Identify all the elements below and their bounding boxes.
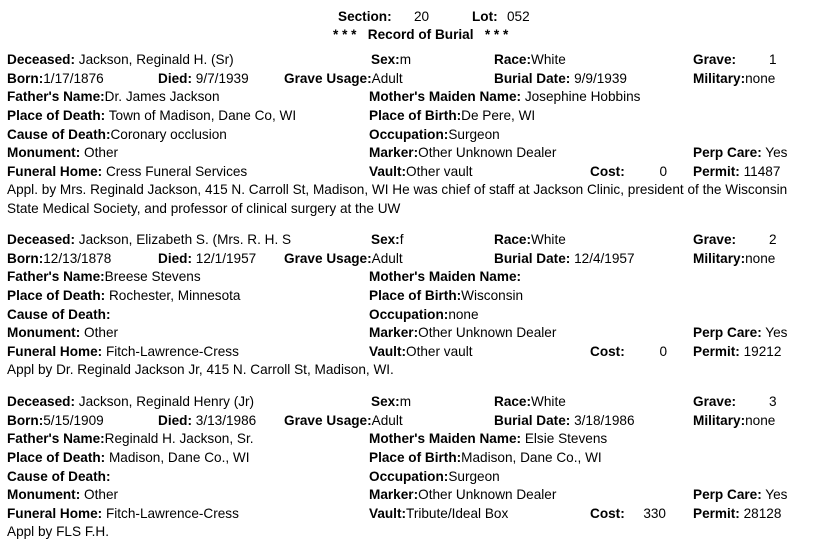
place-of-birth-value: Madison, Dane Co., WI [461,450,602,466]
cost-label: Cost: [590,506,625,522]
cost-value: 330 [643,506,666,522]
grave-usage-label: Grave Usage: [284,250,372,266]
died-label: Died: [158,70,192,86]
application-note: Appl by FLS F.H. [7,523,109,539]
record-header [0,7,820,43]
lot-value: 052 [507,9,530,24]
place-of-birth-value: De Pere, WI [461,108,536,124]
born-label: Born: [7,70,44,86]
place-of-death-value: Madison, Dane Co., WI [108,450,250,466]
died-value: 9/7/1939 [195,70,249,86]
monument-value: Other [84,325,119,341]
occupation-label: Occupation: [369,306,449,322]
deceased-label: Deceased: [7,394,76,409]
section-value: 20 [414,9,430,24]
funeral-home-label: Funeral Home: [7,344,103,360]
cause-of-death-label: Cause of Death: [7,126,111,142]
vault-value: Tribute/Ideal Box [406,506,509,522]
mother-value: Josephine Hobbins [524,89,641,105]
cost-value: 0 [659,344,667,360]
sex-value: f [399,232,404,247]
perp-care-label: Perp Care: [693,325,762,341]
mother-label: Mother's Maiden Name: [369,269,522,285]
burial-record [7,230,813,380]
sex-value: m [399,394,412,409]
occupation-value: Surgeon [448,126,500,142]
mother-label: Mother's Maiden Name: [369,89,522,105]
father-value: Dr. James Jackson [104,89,220,105]
marker-value: Other Unknown Dealer [418,325,557,341]
died-value: 12/1/1957 [195,250,257,266]
burial-date-label: Burial Date: [494,412,571,428]
grave-value: 3 [769,394,777,409]
cause-of-death-label: Cause of Death: [7,468,111,484]
permit-label: Permit: [693,506,740,522]
born-value: 1/17/1876 [43,70,104,86]
grave-usage-label: Grave Usage: [284,412,372,428]
marker-value: Other Unknown Dealer [418,487,557,503]
vault-label: Vault: [369,164,407,180]
funeral-home-value: Fitch-Lawrence-Cress [105,506,239,522]
place-of-death-label: Place of Death: [7,288,106,304]
lot-label: Lot: [472,9,498,24]
grave-usage-label: Grave Usage: [284,70,372,86]
place-of-birth-label: Place of Birth: [369,450,462,466]
monument-value: Other [84,145,119,161]
funeral-home-label: Funeral Home: [7,164,103,180]
race-value: White [531,52,566,67]
cost-value: 0 [659,164,667,180]
place-of-birth-label: Place of Birth: [369,288,462,304]
race-value: White [531,232,566,247]
cause-of-death-value: Coronary occlusion [110,126,227,142]
military-value: none [745,70,776,86]
father-label: Father's Name: [7,431,105,447]
funeral-home-value: Cress Funeral Services [105,164,248,180]
sex-value: m [399,52,412,67]
monument-value: Other [84,487,119,503]
father-value: Reginald H. Jackson, Sr. [104,431,254,447]
burial-date-value: 9/9/1939 [574,70,627,86]
permit-value: 28128 [743,506,782,522]
monument-label: Monument: [7,487,81,503]
permit-label: Permit: [693,344,740,360]
father-label: Father's Name: [7,269,105,285]
place-of-death-value: Rochester, Minnesota [108,288,241,304]
deceased-label: Deceased: [7,52,76,67]
occupation-value: Surgeon [448,468,500,484]
burial-date-value: 12/4/1957 [574,250,635,266]
sex-label: Sex: [371,232,400,247]
died-label: Died: [158,412,192,428]
perp-care-label: Perp Care: [693,145,762,161]
born-value: 5/15/1909 [43,412,104,428]
permit-value: 11487 [743,164,781,180]
perp-care-label: Perp Care: [693,487,762,503]
application-note: Appl. by Mrs. Reginald Jackson, 415 N. Carroll St, Madison, WI He was chief of staff at Jackson Clinic, president of the Wisconsin State Medical Society, and professor of clinical surgery at the UW [7,181,788,216]
application-note: Appl by Dr. Reginald Jackson Jr, 415 N. Carroll St, Madison, WI. [7,361,394,377]
burial-record [7,50,813,218]
marker-label: Marker: [369,145,419,161]
sex-label: Sex: [371,52,400,67]
sex-label: Sex: [371,394,400,409]
grave-value: 2 [769,232,777,247]
deceased-value: Jackson, Elizabeth S. (Mrs. R. H. S [78,232,292,247]
perp-care-value: Yes [765,145,788,161]
permit-value: 19212 [743,344,782,360]
grave-value: 1 [769,52,777,67]
burial-date-label: Burial Date: [494,250,571,266]
grave-usage-value: Adult [371,70,403,86]
funeral-home-label: Funeral Home: [7,506,103,522]
deceased-value: Jackson, Reginald Henry (Jr) [78,394,255,409]
cost-label: Cost: [590,164,625,180]
place-of-death-value: Town of Madison, Dane Co, WI [108,108,297,124]
father-label: Father's Name: [7,89,105,105]
vault-label: Vault: [369,344,407,360]
section-label: Section: [338,9,392,24]
perp-care-value: Yes [765,325,788,341]
died-value: 3/13/1986 [195,412,257,428]
born-label: Born: [7,412,44,428]
grave-label: Grave: [693,52,737,67]
mother-value: Elsie Stevens [524,431,608,447]
vault-label: Vault: [369,506,407,522]
occupation-label: Occupation: [369,468,449,484]
deceased-value: Jackson, Reginald H. (Sr) [78,52,234,67]
military-value: none [745,412,776,428]
cost-label: Cost: [590,344,625,360]
vault-value: Other vault [406,344,473,360]
military-label: Military: [693,70,746,86]
permit-label: Permit: [693,164,740,180]
race-value: White [531,394,566,409]
place-of-birth-label: Place of Birth: [369,108,462,124]
burial-record [7,392,813,542]
grave-label: Grave: [693,232,737,247]
marker-label: Marker: [369,487,419,503]
record-of-burial-title: * * * Record of Burial * * * [333,27,509,42]
burial-date-value: 3/18/1986 [574,412,635,428]
vault-value: Other vault [406,164,473,180]
deceased-label: Deceased: [7,232,76,247]
monument-label: Monument: [7,145,81,161]
marker-label: Marker: [369,325,419,341]
grave-usage-value: Adult [371,250,403,266]
died-label: Died: [158,250,192,266]
occupation-label: Occupation: [369,126,449,142]
race-label: Race: [494,52,532,67]
place-of-birth-value: Wisconsin [461,288,524,304]
grave-usage-value: Adult [371,412,403,428]
grave-label: Grave: [693,394,737,409]
perp-care-value: Yes [765,487,788,503]
occupation-value: none [448,306,479,322]
born-label: Born: [7,250,44,266]
place-of-death-label: Place of Death: [7,450,106,466]
place-of-death-label: Place of Death: [7,108,106,124]
father-value: Breese Stevens [104,269,201,285]
military-label: Military: [693,250,746,266]
burial-date-label: Burial Date: [494,70,571,86]
mother-label: Mother's Maiden Name: [369,431,522,447]
race-label: Race: [494,394,532,409]
military-value: none [745,250,776,266]
military-label: Military: [693,412,746,428]
marker-value: Other Unknown Dealer [418,145,557,161]
born-value: 12/13/1878 [43,250,112,266]
race-label: Race: [494,232,532,247]
cause-of-death-label: Cause of Death: [7,306,111,322]
monument-label: Monument: [7,325,81,341]
funeral-home-value: Fitch-Lawrence-Cress [105,344,239,360]
